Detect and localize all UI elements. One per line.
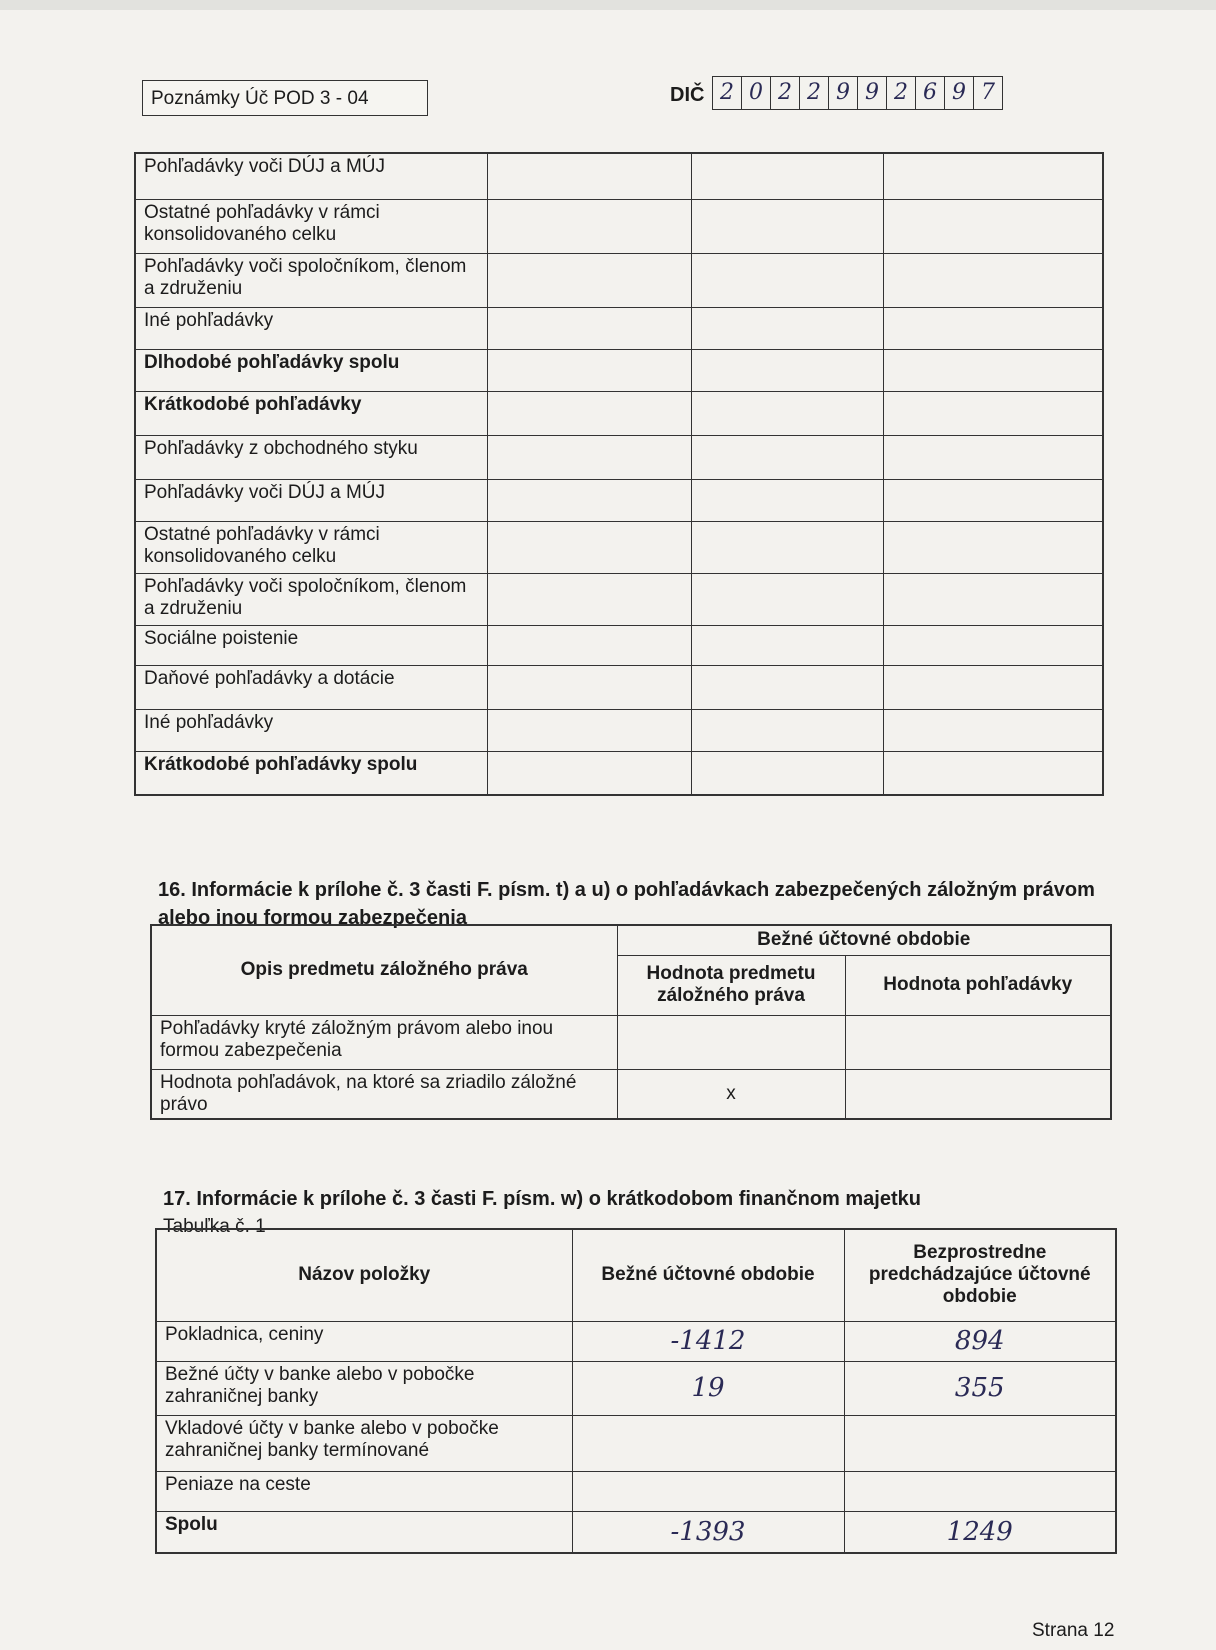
dic-digit: 9 xyxy=(829,77,858,109)
table-row-label: Daňové pohľadávky a dotácie xyxy=(135,665,487,709)
table-row-label: Iné pohľadávky xyxy=(135,709,487,751)
table-row-label: Pohľadávky voči DÚJ a MÚJ xyxy=(135,479,487,521)
table-cell: x xyxy=(617,1069,845,1119)
table-cell xyxy=(844,1415,1116,1471)
table-cell: -1393 xyxy=(572,1511,844,1553)
collateral-table xyxy=(150,924,1112,1120)
col-desc-header: Opis predmetu záložného práva xyxy=(151,925,617,1015)
dic-digit: 2 xyxy=(771,77,800,109)
table-section-header: Krátkodobé pohľadávky xyxy=(135,391,487,435)
table-row-label: Pohľadávky voči DÚJ a MÚJ xyxy=(135,153,487,199)
table-row-total: Krátkodobé pohľadávky spolu xyxy=(135,751,487,795)
page-edge xyxy=(0,0,1216,10)
table-cell xyxy=(617,1015,845,1069)
table-cell xyxy=(844,1471,1116,1511)
dic-digit: 9 xyxy=(945,77,974,109)
table-row-label: Pohľadávky z obchodného styku xyxy=(135,435,487,479)
table-cell: 19 xyxy=(572,1361,844,1415)
table-row-label: Vkladové účty v banke alebo v pobočke zahraničnej banky termínované xyxy=(156,1415,572,1471)
table-row-label: Ostatné pohľadávky v rámci konsolidovaného celku xyxy=(135,521,487,573)
dic-digit: 7 xyxy=(981,80,995,105)
col-previous-header: Bezprostredne predchádzajúce účtovné obdobie xyxy=(844,1229,1116,1321)
table-row-label: Sociálne poistenie xyxy=(135,625,487,665)
table-row-label: Peniaze na ceste xyxy=(156,1471,572,1511)
financial-assets-table xyxy=(155,1228,1117,1554)
table-row-label: Bežné účty v banke alebo v pobočke zahraničnej banky xyxy=(156,1361,572,1415)
table-cell xyxy=(572,1471,844,1511)
table-cell: 1249 xyxy=(844,1511,1116,1553)
col-current-header: Bežné účtovné obdobie xyxy=(572,1229,844,1321)
section-17-title: 17. Informácie k prílohe č. 3 časti F. písm. w) o krátkodobom finančnom majetku xyxy=(163,1188,921,1210)
col-period-header: Bežné účtovné obdobie xyxy=(617,925,1111,955)
table-row-label: Ostatné pohľadávky v rámci konsolidovaného celku xyxy=(135,199,487,253)
col-name-header: Názov položky xyxy=(156,1229,572,1321)
receivables-table xyxy=(134,152,1104,796)
table-cell: 355 xyxy=(844,1361,1116,1415)
dic-digit: 2 xyxy=(887,77,916,109)
table-row-label: Pokladnica, ceniny xyxy=(156,1321,572,1361)
dic-digit: 2 xyxy=(713,77,742,109)
table-row-label: Iné pohľadávky xyxy=(135,307,487,349)
dic-digit: 6 xyxy=(916,77,945,109)
table-row-total: Dlhodobé pohľadávky spolu xyxy=(135,349,487,391)
table-row-label: Pohľadávky voči spoločníkom, členom a združeniu xyxy=(135,253,487,307)
table-cell xyxy=(845,1015,1111,1069)
dic-digit: 9 xyxy=(858,77,887,109)
table-cell xyxy=(845,1069,1111,1119)
table-row-label: Pohľadávky kryté záložným právom alebo inou formou zabezpečenia xyxy=(151,1015,617,1069)
table-row-total: Spolu xyxy=(156,1511,572,1553)
table-cell: -1412 xyxy=(572,1321,844,1361)
dic-digit: 0 xyxy=(742,77,771,109)
table-cell xyxy=(572,1415,844,1471)
section-16-title: 16. Informácie k prílohe č. 3 časti F. písm. t) a u) o pohľadávkach zabezpečených záložným právom alebo inou formou zabezpečenia xyxy=(158,879,1095,929)
table-row-label: Pohľadávky voči spoločníkom, členom a združeniu xyxy=(135,573,487,625)
table-cell: 894 xyxy=(844,1321,1116,1361)
dic-digit: 2 xyxy=(800,77,829,109)
col-collateral-header: Hodnota predmetu záložného práva xyxy=(617,955,845,1015)
dic-boxes xyxy=(712,76,1003,110)
dic-label: DIČ xyxy=(670,84,705,106)
page-number: Strana 12 xyxy=(1032,1620,1115,1641)
col-receivable-header: Hodnota pohľadávky xyxy=(845,955,1111,1015)
table-note: Tabuľka č. 1 xyxy=(163,1216,266,1237)
table-row-label: Hodnota pohľadávok, na ktoré sa zriadilo záložné právo xyxy=(151,1069,617,1119)
form-label: Poznámky Úč POD 3 - 04 xyxy=(142,80,428,116)
